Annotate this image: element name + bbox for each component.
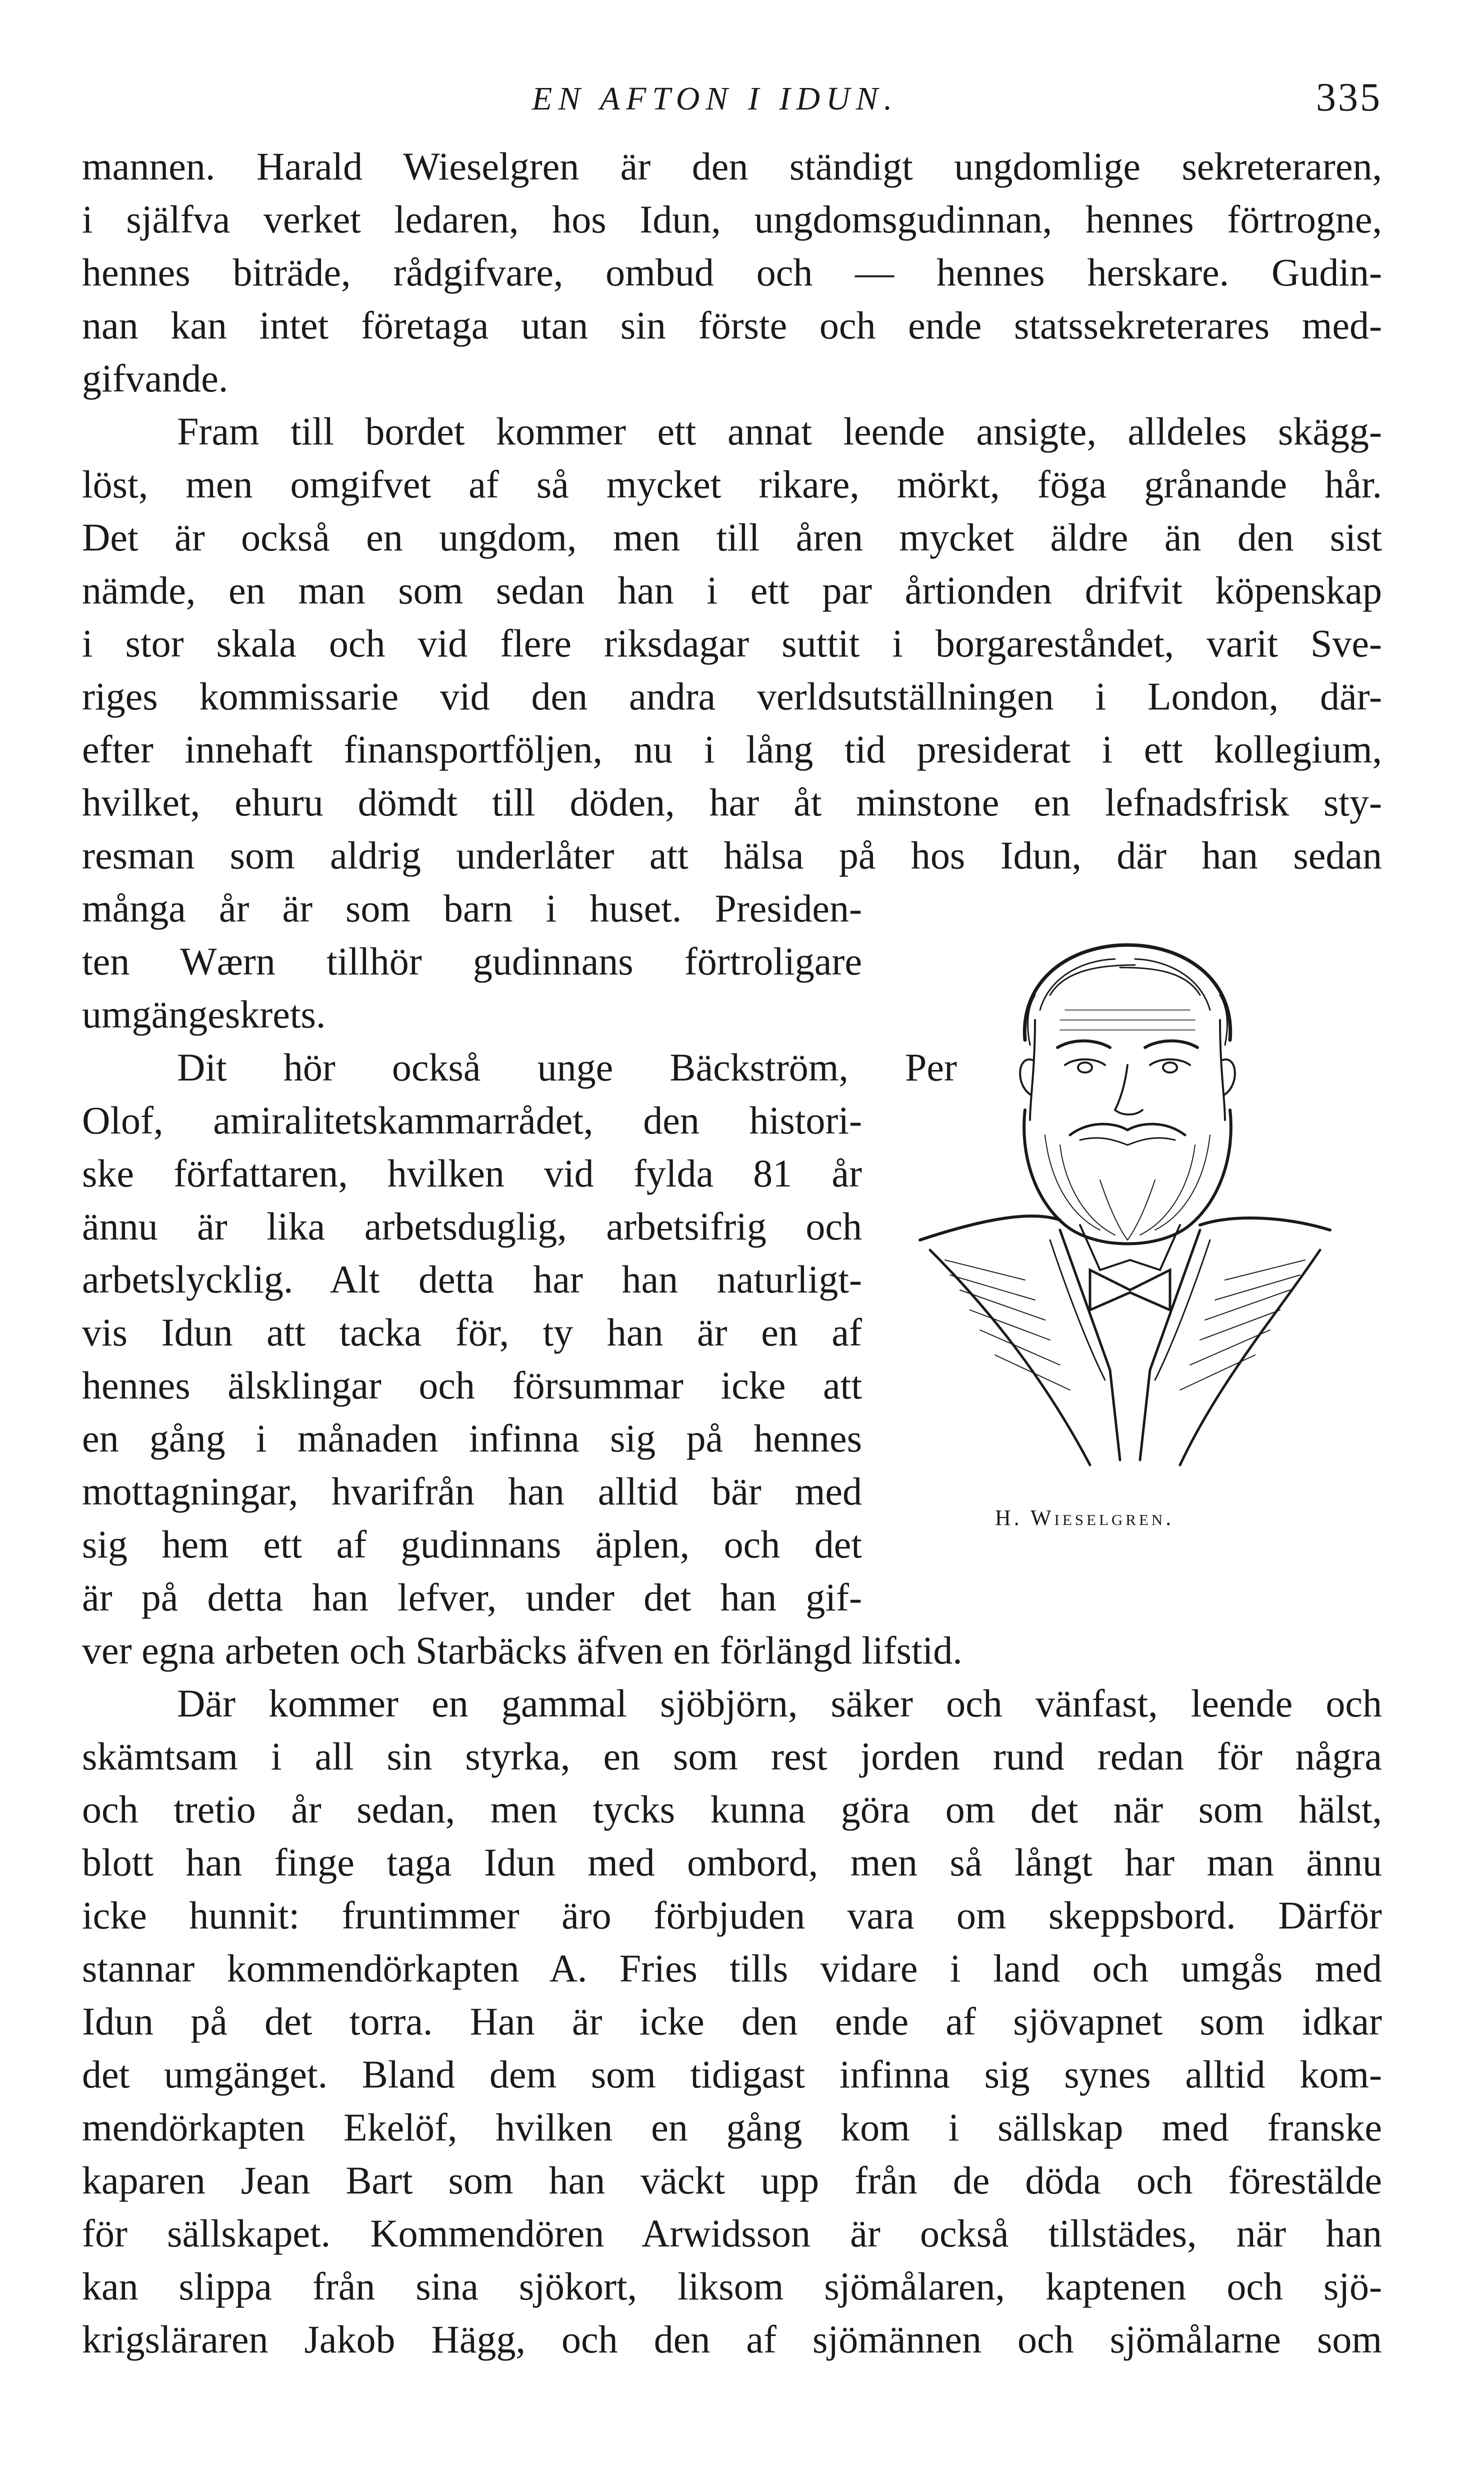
portrait-figure (900, 920, 1380, 1560)
text-line: Dit hör också unge Bäckström, Per (177, 1046, 957, 1089)
text-line: mannen. Harald Wieselgren är den ständigt ungdomlige sekreteraren, (82, 144, 1382, 188)
text-line: efter innehaft finansportföljen, nu i lång tid presiderat i ett kollegium, (82, 728, 1382, 771)
figure-caption: H. Wieselgren. (995, 1506, 1174, 1530)
text-line: stannar kommendörkapten A. Fries tills vidare i land och umgås med (82, 1946, 1382, 1990)
page-number: 335 (1316, 76, 1382, 120)
text-line: löst, men omgifvet af så mycket rikare, mörkt, föga grånande hår. (82, 462, 1382, 506)
text-line: arbetslycklig. Alt detta har han naturligt- (82, 1258, 862, 1301)
text-line: ver egna arbeten och Starbäcks äfven en förlängd lifstid. (82, 1628, 962, 1672)
text-line: nan kan intet företaga utan sin förste och ende statssekreterares med- (82, 304, 1382, 347)
text-line: skämtsam i all sin styrka, en som rest jorden rund redan för några (82, 1734, 1382, 1778)
text-line: krigsläraren Jakob Hägg, och den af sjömännen och sjömålarne som (82, 2318, 1382, 2361)
text-line: i stor skala och vid flere riksdagar suttit i borgareståndet, varit Sve- (82, 622, 1382, 665)
text-line: och tretio år sedan, men tycks kunna göra om det när som hälst, (82, 1788, 1382, 1831)
text-line: Där kommer en gammal sjöbjörn, säker och vänfast, leende och (177, 1682, 1382, 1725)
text-line: hennes biträde, rådgifvare, ombud och — hennes herskare. Gudin- (82, 250, 1382, 294)
running-title: EN AFTON I IDUN. (532, 80, 898, 117)
text-line: det umgänget. Bland dem som tidigast infinna sig synes alltid kom- (82, 2052, 1382, 2096)
text-line: ske författaren, hvilken vid fylda 81 år (82, 1152, 862, 1195)
text-line: Det är också en ungdom, men till åren mycket äldre än den sist (82, 516, 1382, 559)
text-line: Idun på det torra. Han är icke den ende af sjövapnet som idkar (82, 2000, 1382, 2043)
text-line: en gång i månaden infinna sig på hennes (82, 1416, 862, 1460)
text-line: vis Idun att tacka för, ty han är en af (82, 1310, 862, 1354)
text-line: nämde, en man som sedan han i ett par årtionden drifvit köpenskap (82, 568, 1382, 612)
text-line: blott han finge taga Idun med ombord, men så långt har man ännu (82, 1840, 1382, 1884)
portrait-engraving (900, 920, 1350, 1480)
text-line: ten Wærn tillhör gudinnans förtroligare (82, 940, 862, 983)
text-line: hennes älsklingar och försummar icke att (82, 1364, 862, 1407)
text-line: kan slippa från sina sjökort, liksom sjömålaren, kaptenen och sjö- (82, 2264, 1382, 2308)
text-line: ännu är lika arbetsduglig, arbetsifrig och (82, 1204, 862, 1248)
text-line: för sällskapet. Kommendören Arwidsson är också tillstädes, när han (82, 2212, 1382, 2255)
text-line: många år är som barn i huset. Presiden- (82, 886, 862, 930)
text-line: kaparen Jean Bart som han väckt upp från de döda och förestälde (82, 2158, 1382, 2202)
text-line: resman som aldrig underlåter att hälsa på hos Idun, där han sedan (82, 834, 1382, 877)
text-line: riges kommissarie vid den andra verldsutställningen i London, där- (82, 674, 1382, 718)
page-header (82, 75, 1382, 135)
text-line: umgängeskrets. (82, 992, 326, 1036)
text-line: sig hem ett af gudinnans äplen, och det (82, 1522, 862, 1566)
text-line: är på detta han lefver, under det han gif- (82, 1576, 862, 1619)
text-line: i själfva verket ledaren, hos Idun, ungdomsgudinnan, hennes förtrogne, (82, 198, 1382, 241)
text-line: Olof, amiralitetskammarrådet, den histori- (82, 1098, 862, 1142)
text-line: hvilket, ehuru dömdt till döden, har åt minstone en lefnadsfrisk sty- (82, 780, 1382, 824)
text-line: mendörkapten Ekelöf, hvilken en gång kom i sällskap med franske (82, 2106, 1382, 2149)
text-line: gifvande. (82, 356, 228, 400)
text-line: icke hunnit: fruntimmer äro förbjuden vara om skeppsbord. Därför (82, 1894, 1382, 1937)
text-line: Fram till bordet kommer ett annat leende ansigte, alldeles skägg- (177, 410, 1382, 453)
text-line: mottagningar, hvarifrån han alltid bär med (82, 1470, 862, 1513)
